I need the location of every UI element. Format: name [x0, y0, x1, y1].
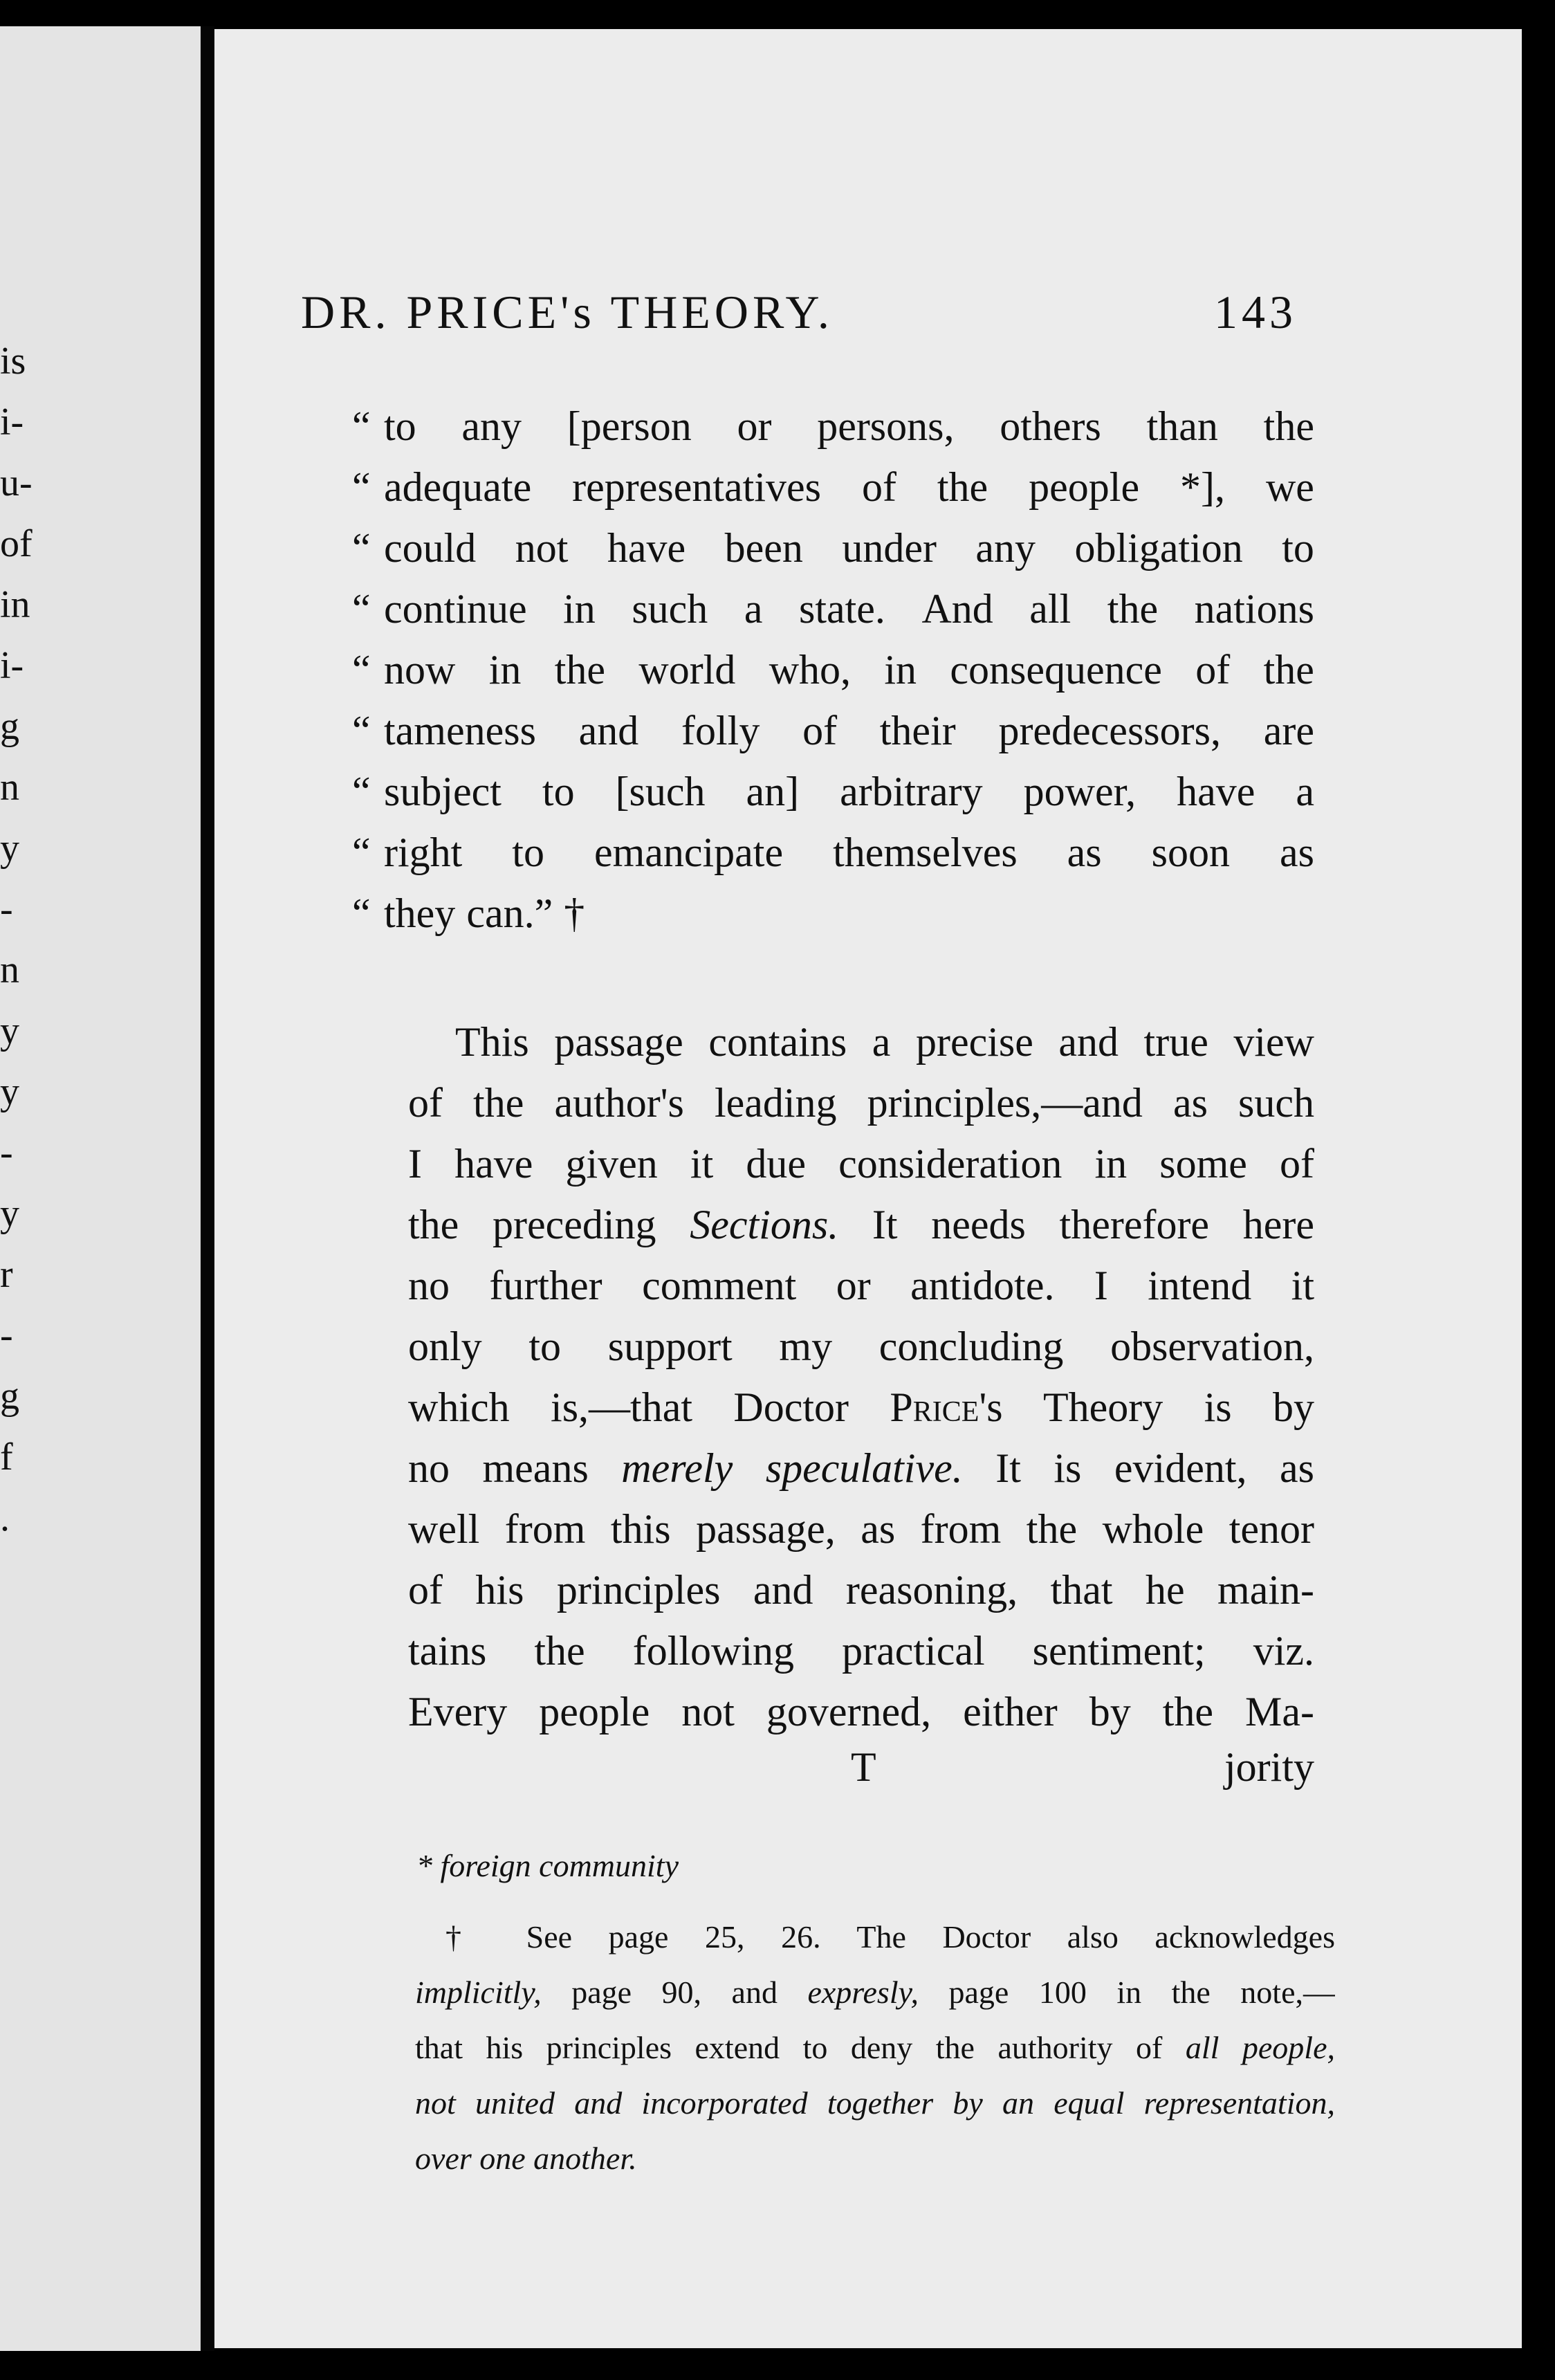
- quote-line: [352, 822, 1314, 883]
- quote-word: [such: [615, 769, 706, 814]
- text-run: the preceding: [408, 1202, 690, 1247]
- quoted-passage: [352, 396, 1314, 944]
- quote-mark: “: [352, 890, 371, 936]
- quote-mark: “: [352, 586, 371, 632]
- paragraph-line: of the author's leading principles,—and as such: [408, 1080, 1314, 1126]
- quote-word: to: [542, 769, 575, 814]
- quote-word: such: [632, 586, 708, 632]
- quote-word: state.: [798, 586, 885, 632]
- paragraph-line: no further comment or antidote. I intend it: [408, 1263, 1314, 1308]
- quote-word: folly: [681, 708, 760, 753]
- quote-word: their: [879, 708, 956, 753]
- italic-text: Sections.: [690, 1202, 839, 1247]
- paragraph-line: [408, 1377, 1314, 1438]
- footnote-line: [415, 2131, 1335, 2186]
- margin-fragment: n: [0, 766, 19, 809]
- quote-word: in: [884, 647, 917, 693]
- quote-word: a: [1296, 769, 1314, 814]
- quote-word: have: [1177, 769, 1255, 814]
- quote-line: [352, 639, 1314, 700]
- quote-word: representatives: [572, 464, 821, 510]
- quote-word: themselves: [833, 830, 1018, 875]
- quote-word: as: [1279, 830, 1314, 875]
- margin-fragment: of: [0, 522, 33, 565]
- quote-word: tameness: [384, 708, 536, 753]
- quote-line: [352, 578, 1314, 639]
- quote-word: not: [515, 525, 569, 571]
- quote-word: arbitrary: [840, 769, 983, 814]
- text-run: which is,—that Doctor: [408, 1384, 890, 1430]
- footnote-star: * foreign community: [416, 1848, 679, 1883]
- text-run: that his principles extend to deny the authority of: [415, 2030, 1186, 2065]
- quote-line: [352, 700, 1314, 761]
- quote-word: nations: [1194, 586, 1314, 632]
- quote-word: to: [384, 403, 416, 449]
- quote-word: of: [861, 464, 896, 510]
- footnote-dagger: [415, 1910, 1335, 2186]
- margin-fragment: u-: [0, 461, 33, 504]
- margin-fragment: -: [0, 888, 13, 931]
- quote-word: any: [461, 403, 522, 449]
- italic-text: all people,: [1185, 2030, 1335, 2065]
- paragraph-line: [408, 1194, 1314, 1255]
- quote-word: we: [1265, 464, 1314, 510]
- catchline: [408, 1737, 1314, 1797]
- paragraph-line: Every people not governed, either by the Ma-: [408, 1689, 1314, 1734]
- paragraph-line: of his principles and reasoning, that he main-: [408, 1567, 1314, 1613]
- quote-word: power,: [1023, 769, 1137, 814]
- margin-fragment: f: [0, 1436, 13, 1479]
- quote-mark: “: [352, 403, 371, 449]
- quote-word: are: [1263, 708, 1314, 753]
- quote-mark: “: [352, 769, 371, 814]
- margin-fragment: -: [0, 1131, 13, 1174]
- quote-line: [352, 761, 1314, 822]
- quote-line: [352, 396, 1314, 457]
- quote-word: others: [1000, 403, 1101, 449]
- quote-word: have: [607, 525, 686, 571]
- margin-fragment: i-: [0, 401, 24, 443]
- quote-word: And: [921, 586, 993, 632]
- text-run: It needs therefore here: [838, 1202, 1314, 1247]
- catchword: jority: [1224, 1744, 1314, 1790]
- quote-word: people: [1029, 464, 1140, 510]
- running-head-title: DR. PRICE's THEORY.: [301, 286, 834, 338]
- quote-word: world: [638, 647, 736, 693]
- quote-word: can.”: [466, 890, 553, 936]
- margin-fragment: g: [0, 705, 19, 748]
- quote-word: predecessors,: [998, 708, 1221, 753]
- footnote-line: [415, 2020, 1335, 2076]
- text-run: page 90, and: [541, 1975, 808, 2010]
- quote-word: continue: [384, 586, 527, 632]
- quote-word: as: [1067, 830, 1102, 875]
- text-run: 's Theory is by: [979, 1384, 1314, 1430]
- quote-word: adequate: [384, 464, 532, 510]
- paragraph-line: tains the following practical sentiment; viz.: [408, 1628, 1314, 1674]
- margin-fragment: is: [0, 340, 26, 383]
- margin-fragment: in: [0, 583, 30, 626]
- quote-word: †: [564, 890, 585, 936]
- quote-word: under: [842, 525, 937, 571]
- quote-mark: “: [352, 647, 371, 693]
- quote-word: an]: [746, 769, 800, 814]
- quote-word: consequence: [950, 647, 1162, 693]
- margin-fragment: y: [0, 1192, 19, 1235]
- footnote-line: [415, 1965, 1335, 2020]
- small-caps-name: Price: [890, 1384, 979, 1430]
- running-head: [301, 285, 1297, 361]
- paragraph-line: well from this passage, as from the whole tenor: [408, 1506, 1314, 1552]
- quote-word: been: [724, 525, 803, 571]
- italic-text: implicitly,: [415, 1975, 542, 2010]
- italic-text: expresly,: [807, 1975, 919, 2010]
- previous-page-text-fragments: [0, 331, 48, 1548]
- margin-fragment: r: [0, 1253, 13, 1296]
- quote-mark: “: [352, 708, 371, 753]
- previous-page-edge: [0, 26, 201, 2351]
- quote-word: all: [1029, 586, 1071, 632]
- quote-word: who,: [769, 647, 852, 693]
- margin-fragment: n: [0, 949, 19, 991]
- margin-fragment: .: [0, 1496, 10, 1539]
- signature-mark: T: [851, 1744, 876, 1790]
- margin-fragment: y: [0, 1070, 19, 1113]
- margin-fragment: y: [0, 827, 19, 870]
- quote-word: soon: [1151, 830, 1230, 875]
- quote-word: the: [937, 464, 988, 510]
- quote-word: emancipate: [594, 830, 784, 875]
- book-gutter: [201, 26, 214, 2351]
- quote-word: they: [384, 890, 456, 936]
- quote-word: persons,: [817, 403, 955, 449]
- text-run: no means: [408, 1445, 622, 1491]
- quote-word: to: [1282, 525, 1314, 571]
- margin-fragment: g: [0, 1375, 19, 1418]
- quote-line: [352, 518, 1314, 578]
- paragraph-line: [408, 1438, 1314, 1499]
- quote-word: in: [563, 586, 596, 632]
- quote-mark: “: [352, 525, 371, 571]
- body-paragraph: [408, 1012, 1314, 1742]
- quote-word: a: [744, 586, 763, 632]
- quote-word: and: [578, 708, 639, 753]
- quote-line: [352, 883, 1314, 944]
- italic-text: merely speculative.: [621, 1445, 963, 1491]
- paragraph-line: This passage contains a precise and true view: [455, 1019, 1314, 1065]
- quote-line: [352, 457, 1314, 518]
- quote-word: of: [1195, 647, 1231, 693]
- quote-word: or: [737, 403, 772, 449]
- italic-text: over one another.: [415, 2141, 637, 2176]
- quote-word: the: [554, 647, 606, 693]
- margin-fragment: y: [0, 1009, 19, 1052]
- paragraph-line: I have given it due consideration in some of: [408, 1141, 1314, 1187]
- quote-word: [person: [567, 403, 692, 449]
- quote-word: the: [1107, 586, 1159, 632]
- text-run: It is evident, as: [962, 1445, 1314, 1491]
- quote-word: the: [1263, 403, 1314, 449]
- margin-fragment: i-: [0, 644, 24, 687]
- page-number: 143: [1214, 286, 1297, 338]
- text-run: page 100 in the note,—: [918, 1975, 1335, 2010]
- quote-word: obligation: [1074, 525, 1243, 571]
- quote-word: in: [488, 647, 522, 693]
- quote-word: the: [1263, 647, 1314, 693]
- paragraph-line: only to support my concluding observation,: [408, 1324, 1314, 1369]
- margin-fragment: -: [0, 1314, 13, 1357]
- footnote-line: [415, 2076, 1335, 2131]
- quote-word: now: [384, 647, 456, 693]
- footnote-line: † See page 25, 26. The Doctor also acknowledges: [445, 1919, 1335, 1955]
- quote-mark: “: [352, 464, 371, 510]
- quote-word: to: [512, 830, 544, 875]
- quote-word: subject: [384, 769, 502, 814]
- quote-word: right: [384, 830, 463, 875]
- quote-word: than: [1146, 403, 1218, 449]
- quote-word: any: [975, 525, 1036, 571]
- quote-word: could: [384, 525, 477, 571]
- quote-word: *],: [1180, 464, 1226, 510]
- italic-text: not united and incorporated together by an equal representation,: [415, 2085, 1335, 2121]
- quote-word: of: [802, 708, 838, 753]
- quote-mark: “: [352, 830, 371, 875]
